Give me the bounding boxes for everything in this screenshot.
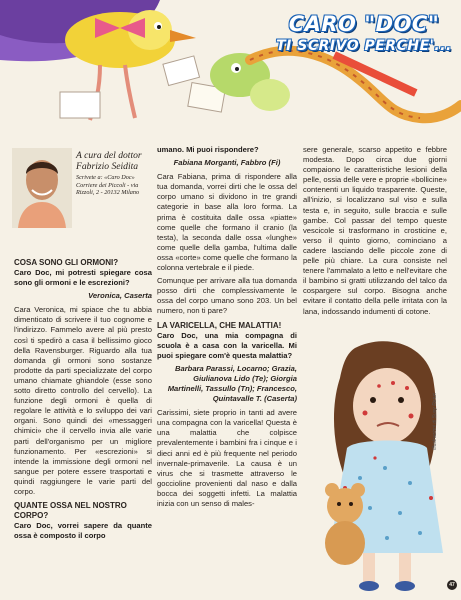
signatures-varicella: Barbara Parassi, Locarno; Grazia, Giulianova Lido (Te); Giorgia Martinelli, Tassullo (Tn); Francesco, Quintavalle T. (Caserta) bbox=[167, 363, 297, 404]
question-varicella: Caro Doc, una mia compagna di scuola è a casa con la varicella. Mi puoi spiegare com'è questa malattia? bbox=[157, 330, 297, 360]
question-ossa: Caro Doc, vorrei sapere da quante ossa è composto il corpo bbox=[14, 521, 152, 541]
author-photo bbox=[12, 148, 72, 228]
column-3 bbox=[303, 145, 447, 320]
title-line-2: TI SCRIVO PERCHE'... bbox=[276, 38, 452, 54]
answer-ossa-2: Comunque per arrivare alla tua domanda posso dirti che complessivamente le ossa del corpo umano sono 203. Un bel numero, non ti pare? bbox=[157, 276, 297, 316]
answer-varicella-cont: sere generale, scarso appetito e febbre modesta. Dopo circa due giorni compaiono le caratteristiche lesioni della pelle, ossia delle vere e proprie «bollicine» contenenti un liquido trasparente. Queste, all'inizio, si localizzano sul viso e sulla testa e, in seguito, sulle braccia e sulle gambe. Col passar del tempo queste vescicole si trasformano in crosticine e, verso il quinto giorno, cominciano a cadere lasciando delle piccole zone di pelle più chiare. La cura consiste nel tenere l'ammalato a letto e nell'evitare che il bambino si gratti utilizzando del talco da cospargere sul corpo. Bisogna anche evitare il contatto della pelle irritata con la lana, indossando indumenti di cotone. bbox=[303, 145, 447, 316]
author-address: Scrivete a: «Caro Doc» Corriere dei Piccoli - via Rizzoli, 2 - 20132 Milano bbox=[76, 174, 140, 197]
title-line-1: CARO "DOC" bbox=[288, 12, 440, 36]
author-name: A cura del dottor Fabrizio Seidita bbox=[76, 150, 142, 172]
author-box bbox=[76, 150, 148, 197]
answer-ormoni: Cara Veronica, mi spiace che tu abbia dimenticato di scrivere il tuo cognome e l'indirizzo. Fammelo avere al più presto così ti spedirò a casa il bellissimo gioco della Ravensburger. Riguardo alla tua domanda gli ormoni sono sostanze prodotte da parti specializzate del corpo umano chiamate ghiandole (esse sono sotto diretto controllo del cervello). La funzione degli ormoni è quella di regolare le attività e lo sviluppo dei vari organi. Sono quindi dei «messaggeri chimici» che il cervello invia alle varie parti dell'organismo per un migliore funzionamento. Per «escrezioni» si intende la immissione degli ormoni nel sangue per potere essere trasportati e quindi raggiungere le varie parti del corpo. bbox=[14, 305, 152, 496]
page-title bbox=[270, 12, 458, 55]
answer-varicella: Carissimi, siete proprio in tanti ad avere una compagna con la varicella! Questa è una malattia che colpisce prevalentemente i bambini fra i cinque e i dieci anni ed è più frequente nel periodo invernale-primaverile. La causa è un virus che si trasmette attraverso le goccioline provenienti dal naso e dalla bocca dei soggetti infetti. La malattia inizia con un senso di males- bbox=[157, 408, 297, 508]
heading-ossa: QUANTE OSSA NEL NOSTRO CORPO? bbox=[14, 501, 127, 521]
answer-ossa-1: Cara Fabiana, prima di rispondere alla tua domanda, vorrei dirti che le ossa del corpo umano si dividono in tre grandi categorie in base alla loro forma. La prima è costituita dalle ossa «piatte» come quelle che formano il cranio (la testa), la seconda dalle ossa «lunghe» come quelle della gamba, l'ultima dalle ossa «corte» come quelle che formano la colonna vertebrale e il piede. bbox=[157, 172, 297, 273]
heading-varicella: LA VARICELLA, CHE MALATTIA! bbox=[157, 320, 282, 330]
girl-illustration bbox=[315, 338, 457, 593]
illustration-credit: Illustrazioni di Susy Renzi bbox=[432, 393, 438, 450]
column-2 bbox=[157, 145, 297, 512]
page-number: 47 bbox=[447, 580, 457, 590]
question-ossa-cont: umano. Mi puoi rispondere? bbox=[157, 145, 259, 154]
question-ormoni: Caro Doc, mi potresti spiegare cosa sono gli ormoni e le escrezioni? bbox=[14, 268, 152, 288]
signature-veronica: Veronica, Caserta bbox=[88, 291, 152, 301]
column-1 bbox=[14, 254, 152, 544]
heading-ormoni: COSA SONO GLI ORMONI? bbox=[14, 258, 119, 267]
signature-fabiana: Fabiana Morganti, Fabbro (Fi) bbox=[173, 158, 281, 168]
